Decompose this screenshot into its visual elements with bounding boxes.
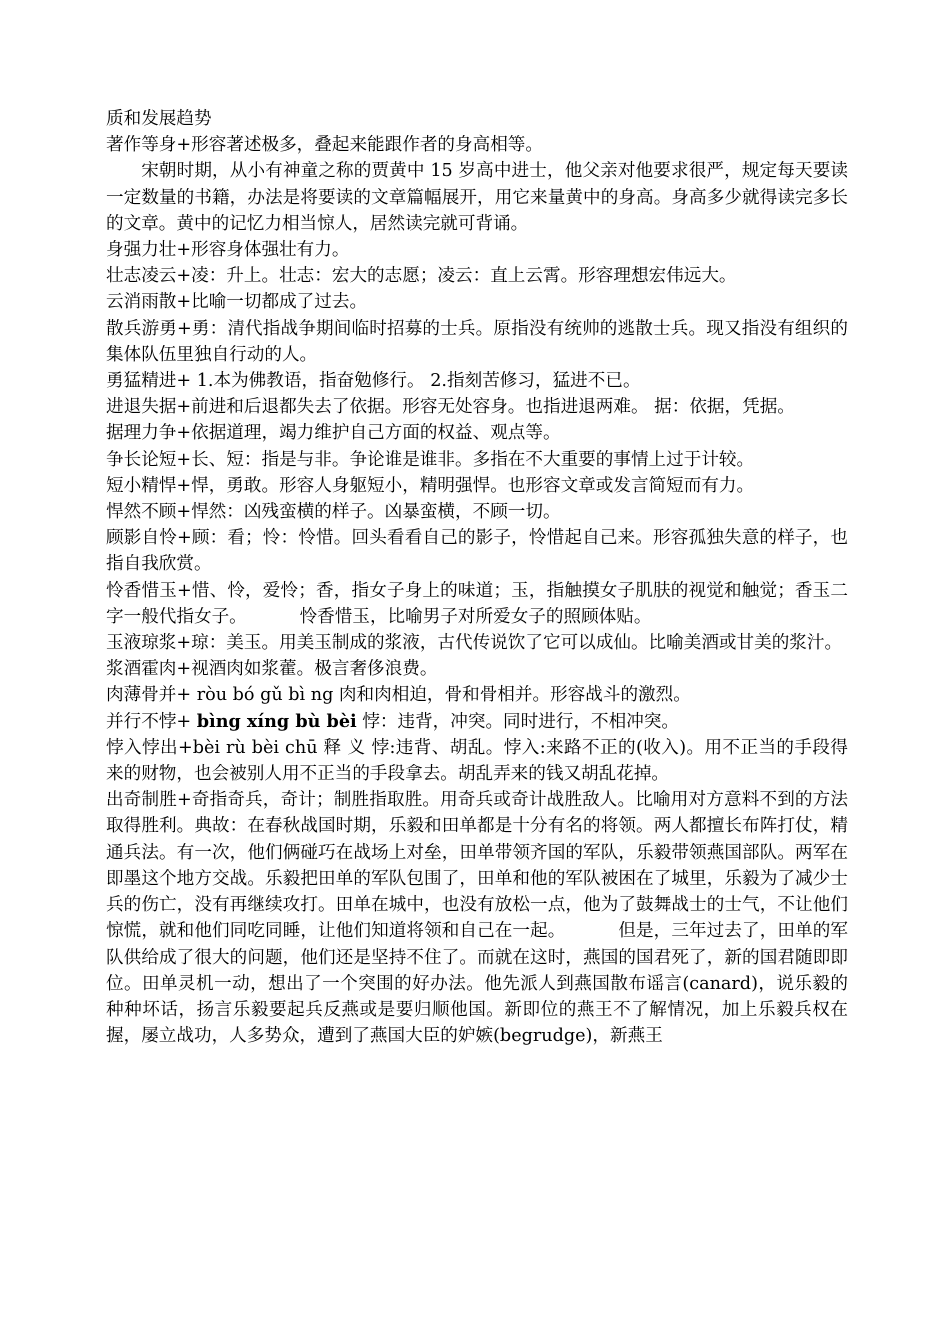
paragraph-segment: 悖：违背，冲突。同时进行，不相冲突。 (356, 711, 680, 732)
document-page (106, 106, 848, 1049)
paragraph: 短小精悍+悍，勇敢。形容人身躯短小，精明强悍。也形容文章或发言简短而有力。 (106, 475, 755, 496)
paragraph (106, 578, 848, 630)
paragraph: 进退失据+前进和后退都失去了依据。形容无处容身。也指进退两难。 据：依据，凭据。 (106, 397, 795, 418)
paragraph: 质和发展趋势 (106, 109, 212, 129)
paragraph: 宋朝时期，从小有神童之称的贾黄中 15 岁高中进士，他父亲对他要求很严，规定每天要读一定数量的书籍，办法是将要读的文章篇幅展开，用它来量黄中的身高。身高多少就得读完多长的文章。黄中的记忆力相当惊人，居然读完就可背诵。 (106, 161, 848, 234)
paragraph: 争长论短+长、短：指是与非。争论谁是谁非。多指在不大重要的事情上过于计较。 (106, 449, 755, 470)
paragraph-segment: 但是，三年过去了，田单的军队供给成了很大的问题，他们还是坚持不住了。而就在这时，燕国的国君死了，新的国君随即即位。田单灵机一动，想出了一个突围的好办法。他先派人到燕国散布谣言(canard)，说乐毅的种种坏话，扬言乐毅要起兵反燕或是要归顺他国。新即位的燕王不了解情况，加上乐毅兵权在握，屡立战功，人多势众，遭到了燕国大臣的妒嫉(begrudge)，新燕王 (106, 921, 848, 1047)
paragraph-segment: 怜香惜玉，比喻男子对所爱女子的照顾体贴。 (299, 606, 652, 627)
paragraph: 顾影自怜+顾：看；怜：怜惜。回头看看自己的影子，怜惜起自己来。形容孤独失意的样子，也指自我欣赏。 (106, 528, 848, 575)
paragraph: 据理力争+依据道理，竭力维护自己方面的权益、观点等。 (106, 423, 561, 444)
paragraph: 玉液琼浆+琼：美玉。用美玉制成的浆液，古代传说饮了它可以成仙。比喻美酒或甘美的浆汁。 (106, 633, 843, 654)
paragraph: 散兵游勇+勇：清代指战争期间临时招募的士兵。原指没有统帅的逃散士兵。现又指没有组织的集体队伍里独自行动的人。 (106, 318, 848, 365)
paragraph: 壮志凌云+凌：升上。壮志：宏大的志愿；凌云：直上云霄。形容理想宏伟远大。 (106, 266, 737, 287)
paragraph: 浆酒霍肉+视酒肉如浆藿。极言奢侈浪费。 (106, 659, 438, 680)
paragraph: 身强力壮+形容身体强壮有力。 (106, 240, 350, 261)
paragraph: 悍然不顾+悍然：凶残蛮横的样子。凶暴蛮横，不顾一切。 (106, 502, 561, 523)
paragraph: 著作等身+形容著述极多，叠起来能跟作者的身高相等。 (106, 135, 543, 156)
paragraph-segment: 并行不悖+ (106, 711, 197, 732)
paragraph (106, 709, 848, 735)
paragraph-segment: 怜香惜玉+惜、怜，爱怜；香，指女子身上的味道；玉，指触摸女子肌肤的视觉和触觉；香玉二字一般代指女子。 (106, 580, 848, 627)
paragraph-segment: 出奇制胜+奇指奇兵，奇计；制胜指取胜。用奇兵或奇计战胜敌人。比喻用对方意料不到的方法取得胜利。典故：在春秋战国时期，乐毅和田单都是十分有名的将领。两人都擅长布阵打仗，精通兵法。有一次，他们俩碰巧在战场上对垒，田单带领齐国的军队，乐毅带领燕国部队。两军在即墨这个地方交战。乐毅把田单的军队包围了，田单和他的军队被困在了城里，乐毅为了减少士兵的伤亡，没有再继续攻打。田单在城中，也没有放松一点，他为了鼓舞战士的士气，不让他们惊慌，就和他们同吃同睡，让他们知道将领和自己在一起。 (106, 790, 848, 942)
paragraph: 云消雨散+比喻一切都成了过去。 (106, 292, 368, 313)
paragraph: 肉薄骨并+ ròu bó gǔ bì ng 肉和肉相迫，骨和骨相并。形容战斗的激烈。 (106, 685, 691, 706)
paragraph: 勇猛精进+ 1.本为佛教语，指奋勉修行。 2.指刻苦修习，猛进不已。 (106, 371, 641, 392)
paragraph: 悖入悖出+bèi rù bèi chū 释 义 悖:违背、胡乱。悖入:来路不正的(收入)。用不正当的手段得来的财物，也会被别人用不正当的手段拿去。胡乱弄来的钱又胡乱花掉。 (106, 737, 848, 785)
pinyin-bold: bìng xíng bù bèi (196, 710, 357, 732)
paragraph (106, 787, 848, 1049)
